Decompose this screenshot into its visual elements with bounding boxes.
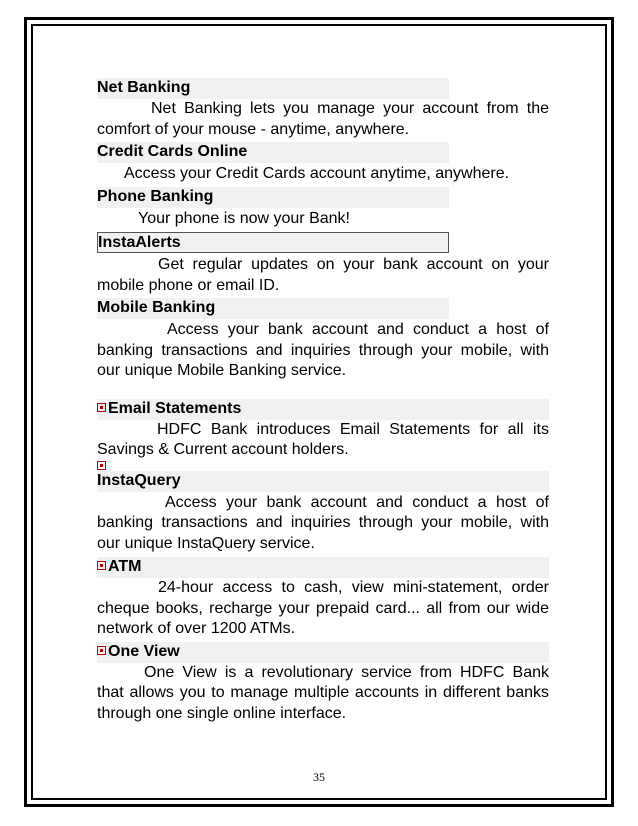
square-bullet-icon [97, 461, 106, 470]
section-heading-instaalerts [97, 232, 449, 253]
section-title: InstaAlerts [98, 234, 181, 251]
bullet-row-instaquery [97, 461, 549, 471]
section-body-one-view: One View is a revolutionary service from HDFC Bank that allows you to manage multiple accounts in different banks through one single online interface. [97, 663, 549, 722]
section-title: Mobile Banking [97, 299, 216, 316]
section-heading-phone-banking [97, 187, 449, 208]
section-title: Credit Cards Online [97, 143, 248, 160]
square-bullet-icon [97, 646, 106, 655]
section-title: ATM [108, 558, 142, 575]
section-title: InstaQuery [97, 471, 181, 489]
section-heading-mobile-banking [97, 298, 449, 319]
section-title: Net Banking [97, 79, 191, 96]
section-heading-instaquery [97, 471, 549, 492]
square-bullet-icon [97, 561, 106, 570]
section-body-net-banking: Net Banking lets you manage your account from the comfort of your mouse - anytime, anywhere. [97, 100, 549, 138]
section-body-atm: 24-hour access to cash, view mini-statement, order cheque books, recharge your prepaid card... all from our wide network of over 1200 ATMs. [97, 579, 549, 637]
section-title: One View [108, 642, 180, 660]
section-body-credit-cards: Access your Credit Cards account anytime, anywhere. [124, 165, 510, 182]
section-heading-one-view [97, 642, 549, 663]
section-body-email-statements: HDFC Bank introduces Email Statements for all its Savings & Current account holders. [97, 420, 549, 458]
page-number: 35 [313, 770, 325, 784]
section-heading-net-banking [97, 78, 449, 99]
section-body-instaalerts: Get regular updates on your bank account on your mobile phone or email ID. [97, 256, 549, 294]
square-bullet-icon [97, 403, 106, 412]
section-title: Phone Banking [97, 187, 214, 205]
section-body-instaquery: Access your bank account and conduct a host of banking transactions and inquiries through your mobile, with our unique InstaQuery service. [97, 493, 549, 552]
section-title: Email Statements [108, 399, 242, 417]
section-body-mobile-banking: Access your bank account and conduct a host of banking transactions and inquiries through your mobile, with our unique Mobile Banking service. [97, 321, 549, 379]
section-heading-atm [97, 557, 549, 578]
section-heading-email-statements [97, 399, 549, 420]
section-body-phone-banking: Your phone is now your Bank! [138, 209, 350, 227]
section-heading-credit-cards [97, 142, 449, 163]
page-content [97, 78, 549, 724]
